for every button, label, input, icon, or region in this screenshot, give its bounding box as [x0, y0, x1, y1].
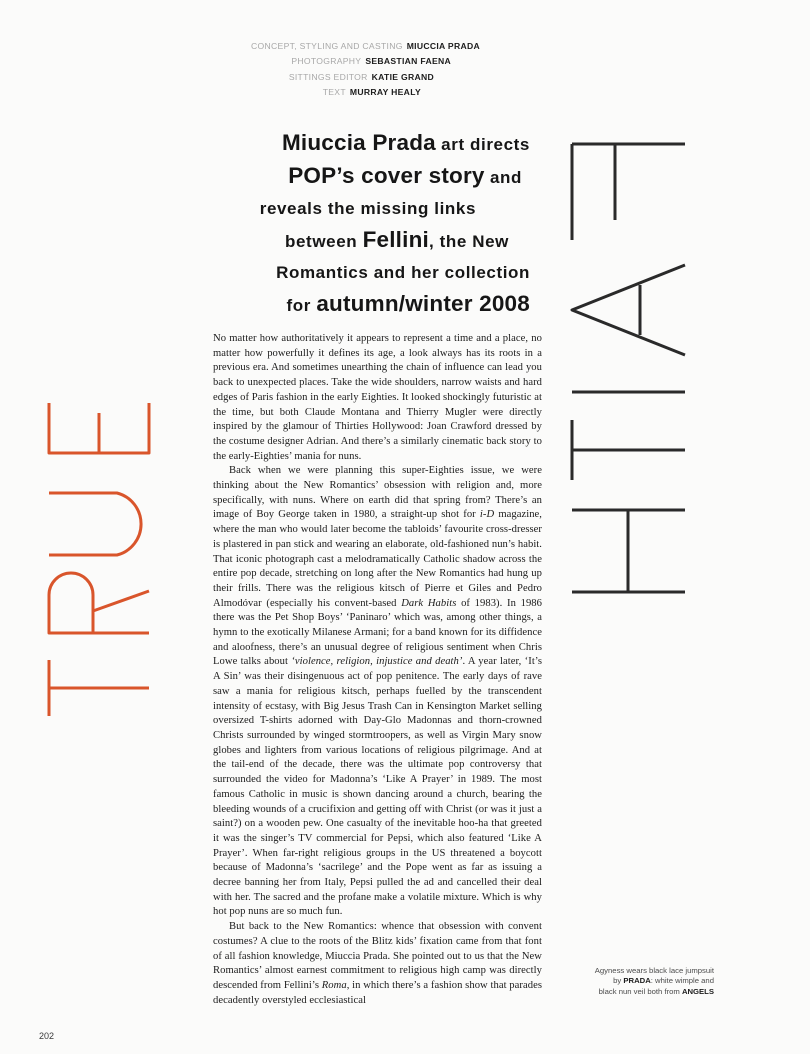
true-display-word	[22, 333, 182, 723]
text-run: , in which there’s a fashion show that parades decadently overstyled ecclesiastical	[213, 979, 542, 1006]
text-run: But back to the New Romantics: whence that obsession with convent costumes? A clue to the roots of the Blitz kids’ fixation came from that font of all fashion knowledge, Miuccia Prada. She pointed out to us that the New Romantics’ almost earnest commitment to religious high camp was directly descended from Fellini’s	[213, 921, 542, 991]
headline-text: reveals the missing links	[259, 199, 476, 218]
credit-photography	[180, 54, 451, 69]
credit-value: MURRAY HEALY	[349, 86, 421, 97]
page-number: 202	[39, 1031, 55, 1041]
paragraph: No matter how authoritatively it appears to represent a time and a place, no matter how powerfully it defines its age, a look always has its roots in a previous era. And sometimes unearthing the chain of influence can lead you back to unexpected places. Take the wide shoulders, narrow waists and hard edges of Paris fashion in the early Eighties. It looked shockingly futuristic at the time, but both Claude Montana and Thierry Mugler were directly inspired by the glamour of Thirties Hollywood: Joan Crawford dressed by the costume designer Adrian. And there’s a similarly cinematic back story to the early-Eighties’ mania for nuns.	[213, 333, 542, 462]
italic-run: Roma	[321, 979, 347, 991]
caption-brand: PRADA	[623, 976, 651, 986]
headline-line	[200, 258, 530, 289]
caption-text: : white wimple and black nun veil both from	[598, 976, 714, 996]
headline-line	[200, 194, 476, 225]
faith-display-word	[555, 130, 715, 610]
text-run: Back when we were planning this super-Eighties issue, we were thinking about the New Romantics’ obsession with religion and, more specifically, with nuns. Where on earth did that spring from? There’s an image of Boy George taken in 1980, a straight-up shot for	[213, 465, 542, 521]
italic-run: i-D	[479, 509, 495, 521]
headline-text: for	[286, 296, 317, 315]
italic-run: ‘violence, religion, injustice and death’	[291, 656, 463, 668]
headline-text: and	[484, 168, 522, 187]
credit-label: TEXT	[322, 86, 346, 97]
caption-brand: ANGELS	[681, 986, 714, 996]
credit-label: SITTINGS EDITOR	[288, 71, 368, 82]
article-body	[213, 332, 542, 1008]
credit-concept	[180, 39, 480, 54]
text-run: magazine, where the man who would later become the tabloids’ favourite cross-dresser is plastered in pan stick and wearing an elaborate, old-fashioned nun’s habit. That iconic photograph cast a melodramatically Catholic shadow across the entire pop decade, stretching on long after the New Romantics had hung up their frills. There was the religious kitsch of Pierre et Giles and Pedro Almodóvar (especially his convent-based	[213, 509, 542, 609]
headline-emphasis: POP’s cover story	[288, 163, 485, 188]
headline-emphasis: Fellini	[362, 227, 429, 252]
text-run: . A year later, ‘It’s A Sin’ was their disingenuous act of pop penitence. The early days of rave saw a mania for religious kitsch, perhaps fuelled by the transcendent intensity of ecstasy, with Big Jesus Trash Can in Kensington Market selling oversized T-shirts adorned with Day-Glo Madonnas and thorn-crowned Christs surrounded by winged stormtroopers, as well as Virgin Mary snow globes and lighters from various locations of religious pilgrimage. And at the tail-end of the decade, there was the ultimate pop controversy that surrounded the video for Madonna’s ‘Like A Prayer’ in 1989. The most famous Catholic in music is shown dancing around a church, bearing the bleeding wounds of a crucifixion and getting off with Christ (or was it just a saint?) on a wooden pew. One casualty of the inevitable hoo-ha that greeted it was the singer’s TV commercial for Pepsi, which also featured ‘Like A Prayer’. When far-right religious groups in the US threatened a boycott because of Madonna’s ‘sacrilege’ and the Pope went as far as issuing a decree banning her from Italy, Pepsi pulled the ad and cancelled their deal with her. The sacred and the profane make a volatile mixture. Which is why hot pop nuns are so much fun.	[213, 656, 542, 918]
headline-text: between	[285, 232, 363, 251]
headline-emphasis: Miuccia Prada	[281, 130, 436, 155]
paragraph	[213, 920, 542, 1008]
headline-line	[200, 225, 509, 258]
photo-caption	[594, 966, 714, 997]
credit-sittings-editor	[180, 70, 434, 85]
headline-line	[200, 289, 530, 322]
credits-block	[180, 39, 480, 100]
headline-text: , the New	[428, 232, 509, 251]
caption-text: Agyness wears black lace jumpsuit by	[594, 966, 714, 986]
headline-line	[200, 161, 522, 194]
credit-label: PHOTOGRAPHY	[291, 56, 362, 67]
paragraph	[213, 464, 542, 920]
true-letters	[49, 403, 149, 716]
headline	[200, 128, 530, 322]
credit-value: SEBASTIAN FAENA	[365, 56, 451, 67]
headline-text: Romantics and her collection	[276, 263, 530, 282]
headline-emphasis: autumn/winter 2008	[316, 291, 530, 316]
headline-text: art directs	[435, 135, 530, 154]
credit-text	[180, 85, 421, 100]
headline-line	[200, 128, 530, 161]
italic-run: Dark Habits	[401, 597, 457, 609]
credit-label: CONCEPT, STYLING AND CASTING	[251, 41, 403, 51]
credit-value: MIUCCIA PRADA	[406, 41, 480, 51]
credit-value: KATIE GRAND	[371, 71, 434, 82]
text-run: of 1983). In 1986 there was the Pet Shop Boys’ ‘Paninaro’ which was, among other things, a hymn to the exotically Milanese Armani; for a band known for its diffidence and aloofness, there’s an unusual degree of religious sentiment when Chris Lowe talks about	[213, 597, 542, 668]
